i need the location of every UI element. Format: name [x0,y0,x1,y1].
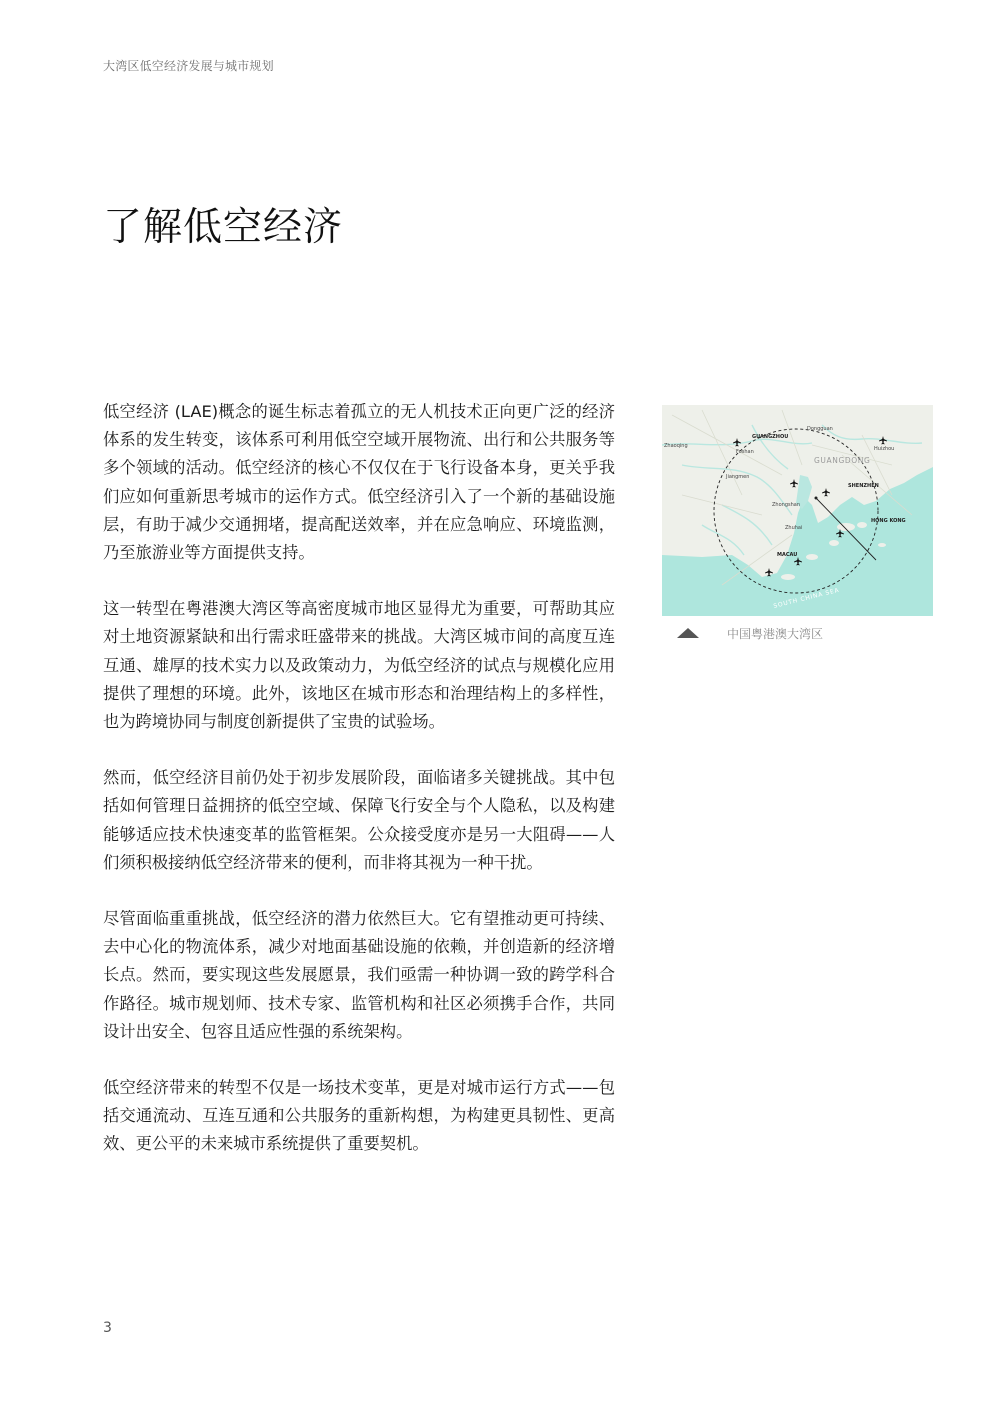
label-guangdong: GUANGDONG [814,456,871,465]
label-sea: SOUTH CHINA SEA [772,586,841,610]
label-huizhou: Huizhou [874,446,895,452]
paragraph-1: 低空经济 (LAE)概念的诞生标志着孤立的无人机技术正向更广泛的经济体系的发生转变，该体系可利用低空空域开展物流、出行和公共服务等多个领域的活动。低空经济的核心不仅仅在于飞行设备本身，更关乎我们应如何重新思考城市的运作方式。低空经济引入了一个新的基础设施层，有助于减少交通拥堵，提高配送效率，并在应急响应、环境监测，乃至旅游业等方面提供支持。 [103,402,615,563]
island-lantau [837,523,855,531]
label-macau: MACAU [777,552,798,558]
label-zhongshan: Zhongshan [772,502,801,508]
island-d [878,543,886,547]
greater-bay-area-map [662,405,933,616]
map-figure [662,405,933,641]
label-zhuhai: Zhuhai [785,525,803,531]
paragraph-5: 低空经济带来的转型不仅是一场技术变革，更是对城市运行方式——包括交通流动、互连互通和公共服务的重新构想，为构建更具韧性、更高效、更公平的未来城市系统提供了重要契机。 [103,1078,615,1154]
island-hk [857,522,867,528]
label-jiangmen: Jiangmen [726,474,750,480]
label-foshan: Foshan [736,449,754,455]
paragraph-3: 然而，低空经济目前仍处于初步发展阶段，面临诸多关键挑战。其中包括如何管理日益拥挤的低空空域、保障飞行安全与个人隐私，以及构建能够适应技术快速变革的监管框架。公众接受度亦是另一大阻碍——人们须积极接纳低空经济带来的便利，而非将其视为一种干扰。 [103,768,615,872]
page-title: 了解低空经济 [103,205,344,250]
running-header: 大湾区低空经济发展与城市规划 [103,59,274,73]
figure-caption-row [662,625,933,641]
label-hongkong: HONG KONG [871,518,906,524]
island-c [781,574,795,580]
page-number: 3 [103,1320,112,1336]
label-guangzhou: GUANGZHOU [752,434,789,440]
island-b [806,554,818,560]
paragraph-2: 这一转型在粤港澳大湾区等高密度城市地区显得尤为重要，可帮助其应对土地资源紧缺和出行需求旺盛带来的挑战。大湾区城市间的高度互连互通、雄厚的技术实力以及政策动力，为低空经济的试点与规模化应用提供了理想的环境。此外，该地区在城市形态和治理结构上的多样性，也为跨境协同与制度创新提供了宝贵的试验场。 [103,599,615,732]
label-dongguan: Dongguan [807,426,833,432]
body-text [103,398,615,1187]
paragraph-4: 尽管面临重重挑战，低空经济的潜力依然巨大。它有望推动更可持续、去中心化的物流体系，减少对地面基础设施的依赖，并创造新的经济增长点。然而，要实现这些发展愿景，我们亟需一种协调一致的跨学科合作路径。城市规划师、技术专家、监管机构和社区必须携手合作，共同设计出安全、包容且适应性强的系统架构。 [103,909,615,1041]
label-shenzhen: SHENZHEN [848,483,879,489]
label-zhaoqing: Zhaoqing [664,443,688,449]
island-a [829,540,839,546]
center-dot [815,497,818,500]
figure-caption: 中国粤港澳大湾区 [727,627,824,641]
triangle-up-icon [676,627,700,639]
